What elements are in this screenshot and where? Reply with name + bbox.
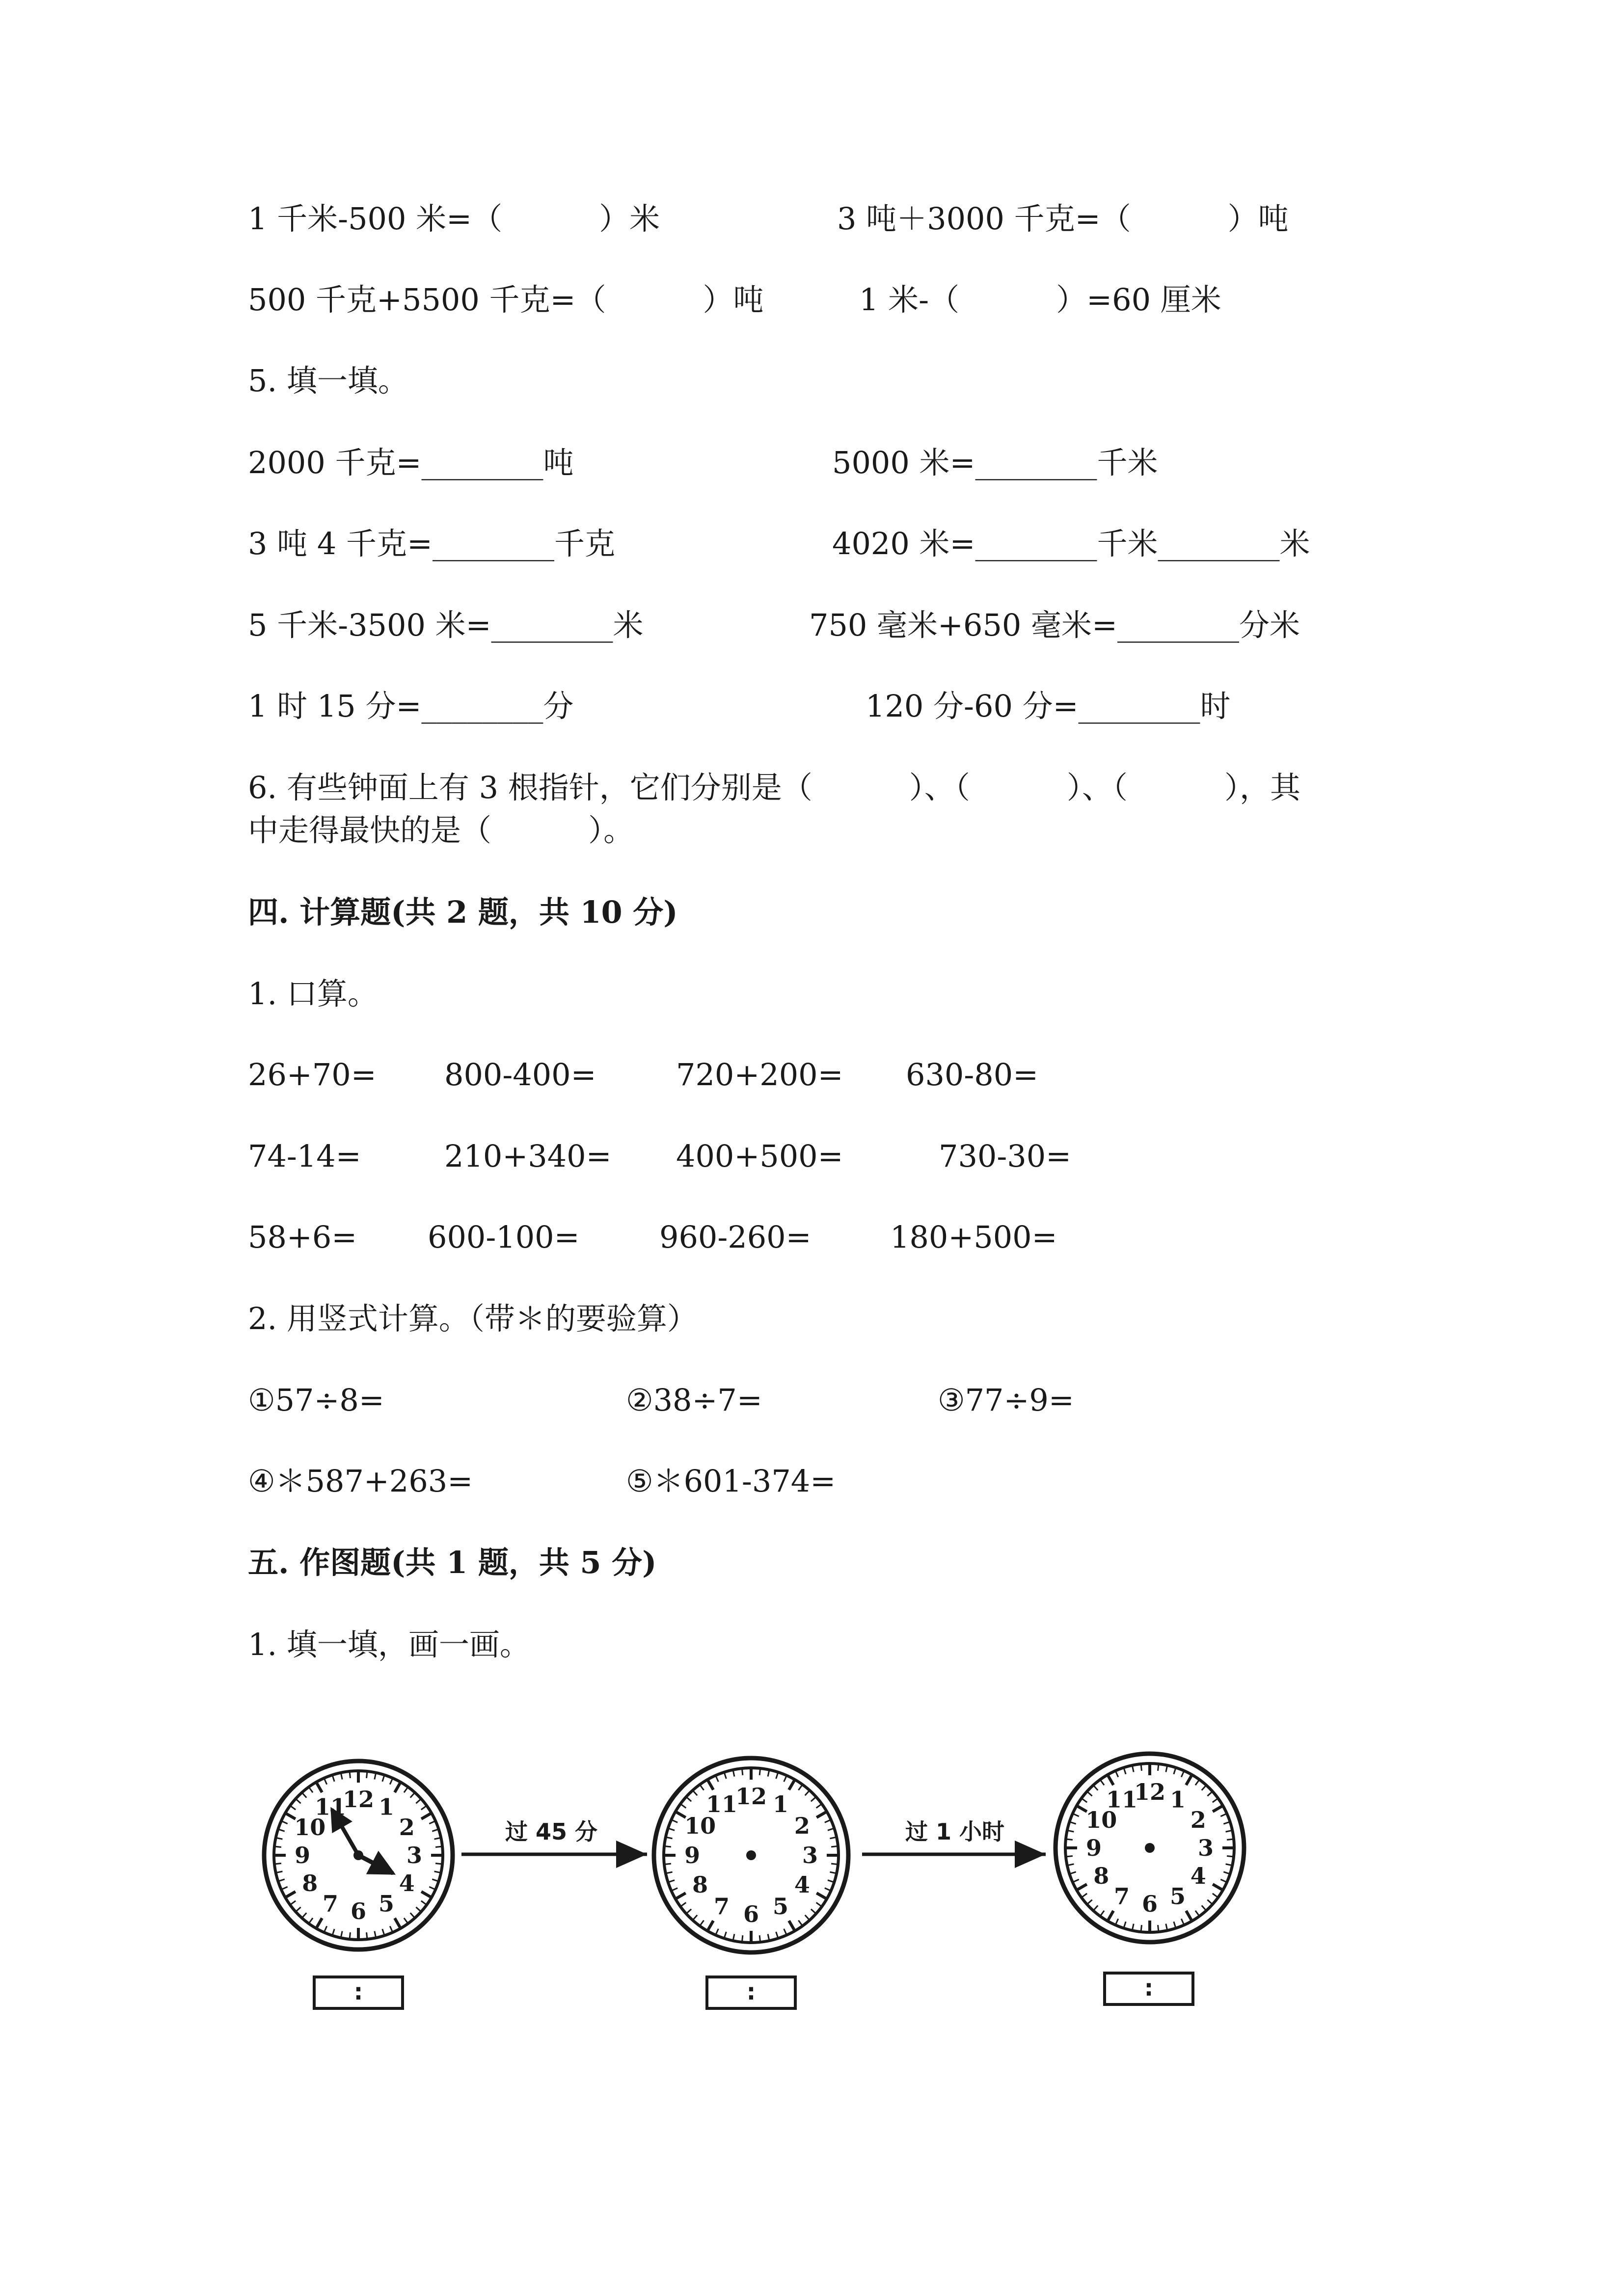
row4-right: 4020 米=________千米________米 — [832, 526, 1310, 561]
clock-1-numeral: 8 — [302, 1870, 318, 1896]
clock-3-numeral: 4 — [1190, 1863, 1206, 1889]
clock-3-numeral: 10 — [1085, 1807, 1117, 1833]
section-5-heading: 五. 作图题(共 1 题，共 5 分) — [248, 1545, 657, 1580]
vertical-calc-3: ③77÷9= — [938, 1382, 1074, 1418]
clock-3-tick — [1158, 1925, 1159, 1931]
clock-1-numeral: 1 — [378, 1793, 395, 1820]
question-4-2: 2. 用竖式计算。（带＊的要验算） — [248, 1301, 698, 1336]
time-box-3-colon: : — [1144, 1975, 1154, 2001]
clock-3-tick — [1158, 1765, 1159, 1771]
clock-3-numeral: 1 — [1169, 1786, 1186, 1813]
clock-3-numeral: 7 — [1113, 1883, 1130, 1910]
row1-left: 1 千米-500 米=（ ）米 — [248, 201, 660, 237]
row5-right: 750 毫米+650 毫米=________分米 — [809, 607, 1300, 643]
question-6-line1: 6. 有些钟面上有 3 根指针，它们分别是（ ）、（ ）、（ ），其 — [248, 770, 1300, 805]
row5-left: 5 千米-3500 米=________米 — [248, 607, 644, 643]
clock-1-numeral: 10 — [294, 1814, 326, 1841]
clock-2-numeral: 9 — [684, 1842, 701, 1869]
time-box-2-colon: : — [746, 1978, 756, 2005]
clock-3-center-dot — [1145, 1843, 1155, 1853]
row4-left: 3 吨 4 千克=________千克 — [248, 526, 615, 561]
clock-2-numeral: 10 — [684, 1813, 716, 1839]
clock-1-numeral: 6 — [350, 1898, 367, 1924]
clock-1-tick — [275, 1846, 281, 1847]
row3-right: 5000 米=________千米 — [832, 445, 1158, 481]
calc-8: 730-30= — [939, 1138, 1072, 1174]
calc-9: 58+6= — [248, 1219, 357, 1255]
clock-2-numeral: 5 — [772, 1893, 789, 1920]
clock-3-numeral: 9 — [1085, 1835, 1102, 1861]
clock-3-tick — [1067, 1856, 1073, 1857]
clock-3-numeral: 3 — [1197, 1835, 1214, 1861]
clock-2-numeral: 1 — [772, 1791, 789, 1818]
clock-3-numeral: 5 — [1169, 1883, 1186, 1910]
clock-2-center-dot — [746, 1850, 756, 1860]
clock-3-tick — [1227, 1839, 1233, 1840]
vertical-calc-5: ⑤＊601-374= — [626, 1463, 836, 1499]
clock-2-numeral: 3 — [802, 1842, 818, 1869]
arrow-1-label: 过 45 分 — [505, 1818, 598, 1845]
row6-right: 120 分-60 分=________时 — [866, 688, 1231, 724]
clock-1-tick — [435, 1846, 441, 1847]
clock-2-numeral: 8 — [692, 1871, 708, 1898]
time-box-1-colon: : — [353, 1978, 363, 2005]
clock-2-tick — [665, 1846, 671, 1847]
section-4-heading: 四. 计算题(共 2 题，共 10 分) — [248, 894, 678, 930]
clock-2-tick — [742, 1935, 743, 1941]
clock-2-numeral: 7 — [713, 1893, 730, 1920]
clock-2-tick — [742, 1769, 743, 1775]
clock-3-numeral: 11 — [1106, 1786, 1138, 1813]
vertical-calc-4: ④＊587+263= — [248, 1463, 473, 1499]
clock-1 — [264, 1761, 453, 1949]
clock-2-numeral: 2 — [794, 1813, 810, 1839]
clock-3-tick — [1067, 1839, 1073, 1840]
clock-2-tick — [759, 1769, 760, 1775]
clock-2-numeral: 6 — [743, 1901, 759, 1927]
row3-left: 2000 千克=________吨 — [248, 445, 574, 481]
row1-right: 3 吨＋3000 千克=（ ）吨 — [837, 201, 1289, 237]
clock-3-numeral: 2 — [1190, 1807, 1206, 1833]
row2-right: 1 米-（ ）=60 厘米 — [859, 282, 1221, 318]
clock-3-numeral: 12 — [1134, 1779, 1166, 1805]
calc-11: 960-260= — [659, 1219, 812, 1255]
clock-3-tick — [1227, 1856, 1233, 1857]
calc-2: 800-400= — [444, 1057, 596, 1093]
calc-5: 74-14= — [248, 1138, 361, 1174]
clock-2-numeral: 4 — [794, 1871, 810, 1898]
calc-6: 210+340= — [444, 1138, 612, 1174]
calc-12: 180+500= — [890, 1219, 1057, 1255]
clock-3-numeral: 8 — [1093, 1863, 1110, 1889]
clock-2-tick — [759, 1935, 760, 1941]
vertical-calc-2: ②38÷7= — [626, 1382, 762, 1418]
calc-4: 630-80= — [906, 1057, 1039, 1093]
clock-1-numeral: 11 — [314, 1793, 347, 1820]
calc-1: 26+70= — [248, 1057, 377, 1093]
clock-1-numeral: 7 — [322, 1890, 339, 1917]
clock-1-numeral: 3 — [406, 1842, 423, 1869]
clock-1-numeral: 5 — [378, 1890, 395, 1917]
clock-1-numeral: 12 — [342, 1786, 375, 1813]
calc-10: 600-100= — [428, 1219, 580, 1255]
calc-3: 720+200= — [676, 1057, 843, 1093]
clock-2 — [654, 1758, 848, 1952]
clock-3-numeral: 6 — [1141, 1891, 1158, 1917]
clock-3 — [1056, 1754, 1244, 1942]
clock-1-numeral: 2 — [399, 1814, 415, 1841]
question-4-1: 1. 口算。 — [248, 976, 378, 1012]
row2-left: 500 千克+5500 千克=（ ）吨 — [248, 282, 764, 318]
question-5-1: 1. 填一填，画一画。 — [248, 1627, 530, 1662]
question-6-line2: 中走得最快的是（ ）。 — [248, 812, 634, 848]
row6-left: 1 时 15 分=________分 — [248, 688, 574, 724]
question-5: 5. 填一填。 — [248, 363, 408, 399]
clock-2-numeral: 12 — [735, 1783, 767, 1810]
clock-1-center-dot — [353, 1850, 363, 1860]
clock-1-numeral: 9 — [294, 1842, 311, 1869]
clock-1-numeral: 4 — [399, 1870, 415, 1896]
arrow-2-label: 过 1 小时 — [905, 1818, 1005, 1845]
clock-2-tick — [831, 1846, 837, 1847]
clock-2-numeral: 11 — [705, 1791, 738, 1818]
vertical-calc-1: ①57÷8= — [248, 1382, 384, 1418]
calc-7: 400+500= — [676, 1138, 843, 1174]
